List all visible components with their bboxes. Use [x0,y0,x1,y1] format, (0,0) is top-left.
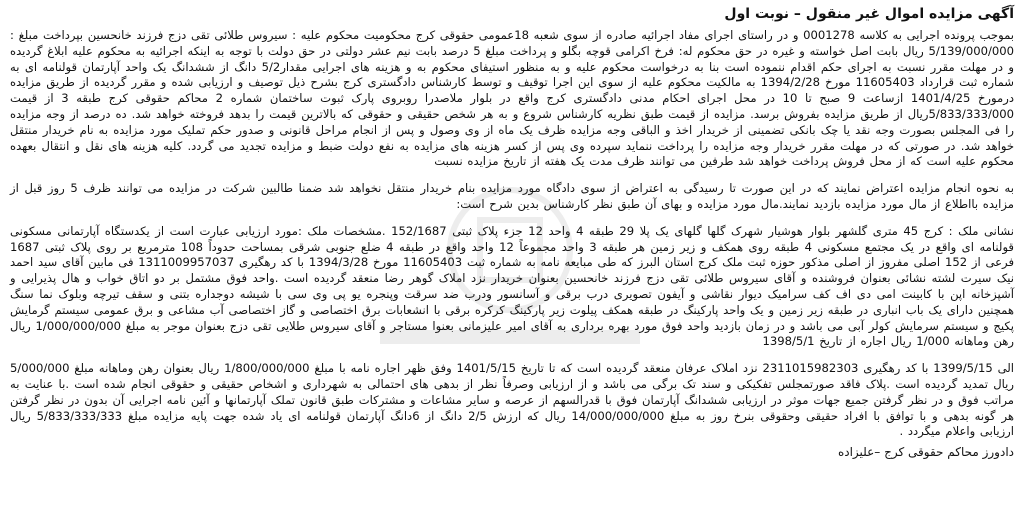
paragraph-gap [10,216,1014,224]
notice-paragraph-4: الی 1399/5/15 با کد رهگیری 2311015982303 نزد املاک عرفان منعقد گردیده است که تا تاریخ 1401/5/15 وفق ظهر اجاره نامه با مبلغ 1/800/000/000 ریال بعنوان رهن وماهانه مبلغ 5/000/000 ریال تمدید گردیده است .پلاک فاقد صورتمجلس تفکیکی و سند تک برگی می باشد و از ارزیابی وصرفاً نظر از بدهی های احتمالی به شهرداری و اشخاص حقیقی و حقوقی انجام شده است .با عنایت به مراتب فوق و در نظر گرفتن جمیع جهات موثر در ارزیابی ششدانگ آپارتمان فوق با قدرالسهم از عرصه و سایر مشاعات و مشترکات طبق قانون تملک آپارتمانها و آئین نامه اجرایی آن بدون در نظر گرفتن هر گونه بدهی و با توافق با افراد حقیقی وحقوقی بنرخ روز به مبلغ 14/000/000/000 ریال که ارزش 2/5 دانگ از 6دانگ آپارتمان قولنامه ای یاد شده جهت پایه مزایده مبلغ 5/833/333/333 ریال ارزیابی واعلام میگردد . [10,361,1014,439]
notice-paragraph-3: نشانی ملک : کرج 45 متری گلشهر بلوار هوشیار شهرک گلها گلهای یک پلا 29 طبقه 4 واحد 12 جزء پلاک ثبتی 152/1687 .مشخصات ملک :مورد ارزیابی عبارت است از یکدستگاه آپارتمانی مسکونی قولنامه ای واقع در یک مجتمع مسکونی 4 طبقه روی همکف و زیر زمین هر طبقه 3 واحد مجموعاً 12 واحد واقع در طبقه 4 ضلع جنوبی شرقی بمساحت حدوداً 108 مترمربع بر روی پلاک ثبتی 1687 فرعی از 152 اصلی مفروز از اصلی مذکور حوزه ثبت ملک کرج استان البرز که طی مبایعه نامه به شماره ثبت 11605403 مورخ 1394/3/28 با کد رهگیری 1311009957037 فی مابین آقای سید احمد نیک سیرت لشته نشائی بعنوان فروشنده و آقای سیروس طلائی تقی دزج فرزند خانحسین بعنوان خریدار نزد املاک گوهر رضا منعقد گردیده است .واحد فوق مشتمل بر دو اتاق خواب و هال پذیرایی و آشپزخانه اپن با کابینت امی دی اف کف سرامیک دیوار نقاشی و آیفون تصویری درب برقی و آسانسور ودرب ضد سرقت وپنجره یو پی وی سی با شیشه دوجداره بتنی و سقف تیرچه وبلوک نما سنگ همچنین دارای یک باب انباری در طبقه زیر زمین و یک واحد پارکینگ در طبقه همکف پیلوت زیر پارکینگ کرکره برقی با انشعابات برق اختصاصی و گاز اختصاصی آب مشاعی و برق عمومی سیستم گرمایش پکیج و سیستم سرمایش کولر آبی می باشد و در زمان بازدید واحد فوق مورد بهره برداری به آقای امیر علیزمانی بعنوا مستاجر و آقای سیروس طلایی تقی دزج بعنوان موجر به مبلغ 1/000/000/000 ریال رهن وماهانه 1/000 ریال اجاره از تاریخ 1398/5/1 [10,223,1015,349]
notice-paragraph-2: به نحوه انجام مزایده اعتراض نمایند که در این صورت تا رسیدگی به اعتراض از سوی دادگاه مورد مزایده بنام خریدار منتقل نخواهد شد ضمنا طالبین شرکت در مزایده می توانند ظرف 5 روز قبل از مزایده بااطلاع از مال مورد مزایده بازدید نمایند.مال مورد مزایده و بهای آن طبق نظر کارشناس بدین شرح است: [10,181,1014,211]
signature-line: دادورز محاکم حقوقی کرج –علیزاده [837,445,1014,460]
notice-title: آگهی مزایده اموال غیر منقول – نوبت اول [724,6,1014,22]
paragraph-gap [10,173,1014,181]
paragraph-gap [10,353,1014,361]
notice-paragraph-1: بموجب پرونده اجرایی به کلاسه 0001278 و در راستای اجرای مفاد اجرائیه صادره از سوی شعبه 18عمومی حقوقی کرج محکومیت محکوم علیه : سیروس طلائی تقی دزج فرزند خانحسین بپرداخت مبلغ : 5/139/000/000 ریال بابت اصل خواسته و غیره در حق محکوم له: فرخ اکرامی قوچه بگلو و پرداخت مبلغ 5 درصد بابت نیم عشر دولتی در حق دولت با توجه به اینکه اجرائیه به محکوم علیه ابلاغ گردیده و در مهلت مقرر نسبت به اجرای حکم اقدام ننموده است بنا به درخواست محکوم علیه و به منظور استیفای محکوم به و هزینه های اجرایی مقدار5/2 دانگ از ششدانگ یک واحد آپارتمان قولنامه ای به شماره ثبت قرارداد 11605403 مورخ 1394/2/28 به مالکیت محکوم علیه از سوی این اجرا توقیف و توسط کارشناس دادگستری کرج بشرح ذیل توصیف و ارزیابی شده و مقرر گردیده از طریق مزایده درمورخ 1401/4/25 ازساعت 9 صبح تا 10 در محل اجرای احکام مدنی دادگستری کرج واقع در بلوار ملاصدرا روبروی پارک ثبوت ساختمان شماره 2 محاکم حقوقی کرج طبقه 3 از قیمت 5/833/333/000ریال از طریق مزایده بفروش برسد. مزایده از قیمت طبق نظریه کارشناس شروع و به هر شخص حقیقی و حقوقی که بالاترین قیمت را بدهد فروخته خواهد شد. ده درصد از وجه مزایده را فی المجلس بصورت وجه نقد یا چک بانکی تضمینی از خریدار اخذ و الباقی وجه مزایده ظرف یک ماه از وی وصول و پس از انجام مراحل قانونی و صدور حکم تملیک مورد مزایده به نام خریدار منتقل خواهد شد. در صورتی که در مهلت مقرر خریدار وجه مزایده را پرداخت ننماید سپرده وی پس از کسر هزینه های مزایده به نفع دولت ضبط و مزایده تجدید می گردد. کلیه هزینه های نقل و انتقال بعهده محکوم علیه است که از محل فروش پرداخت خواهد شد طرفین می توانند ظرف مدت یک هفته از تاریخ مزایده نسبت [9,28,1015,169]
